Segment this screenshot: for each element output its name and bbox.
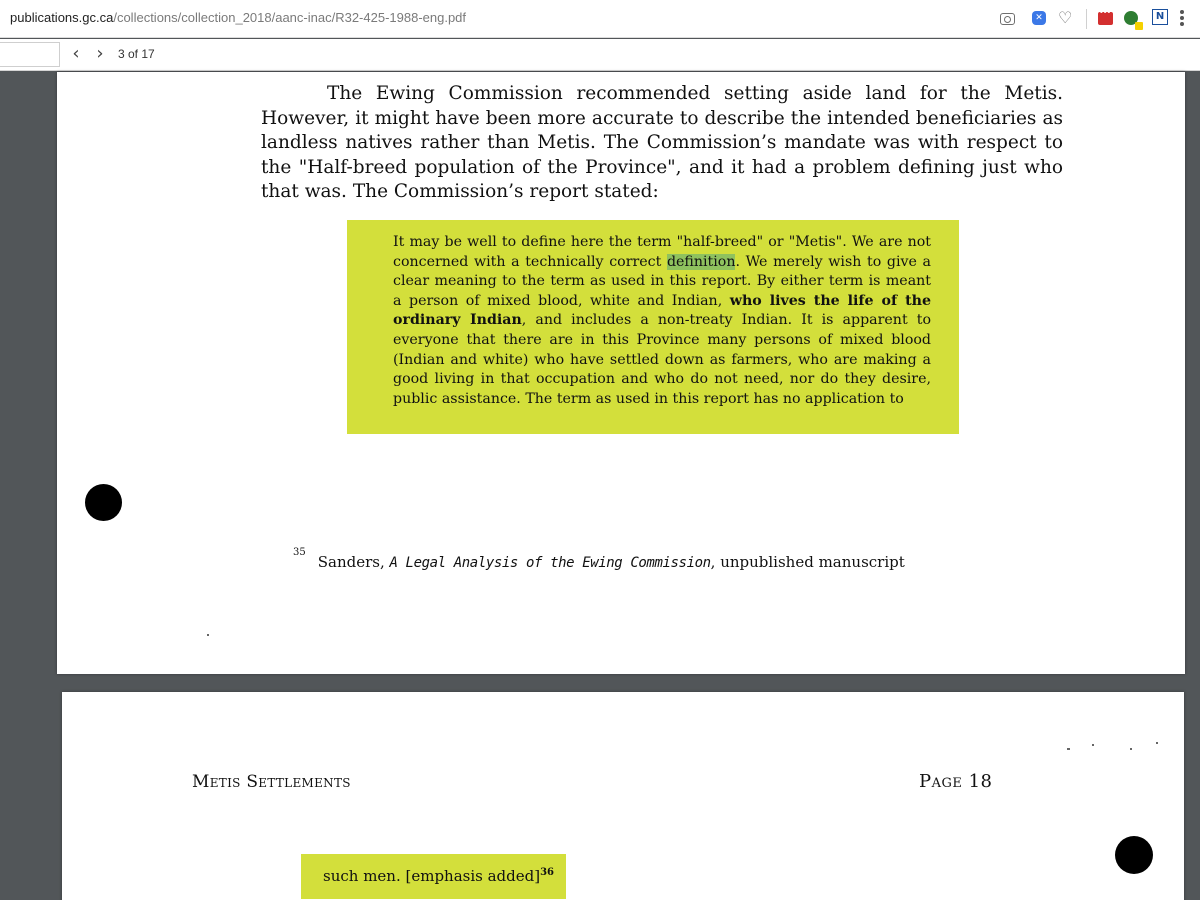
pdf-toolbar (0, 39, 1200, 71)
quote-continuation: such men. [emphasis added] (323, 867, 541, 885)
bold-emphasis: who lives the life of the ordinary Indian (393, 292, 931, 329)
footnote-suffix: , unpublished manuscript (710, 553, 905, 571)
pdf-page (62, 692, 1184, 900)
extension-icon[interactable] (1098, 12, 1113, 25)
footnote-number: 35 (293, 547, 306, 558)
quote-segment: . We merely wish to give a clear meaning to the term as used in this report. By either term is meant a person of mixed blood, white and Indian, (393, 253, 931, 309)
menu-icon[interactable] (1180, 10, 1184, 26)
footnote-title: A Legal Analysis of the Ewing Commission (389, 555, 711, 571)
address-bar-icons (980, 0, 1200, 38)
redaction-dot (1115, 836, 1153, 874)
next-page-icon[interactable]: › (96, 43, 104, 64)
previous-page-icon[interactable]: ‹ (72, 43, 80, 64)
highlighted-quote (347, 220, 959, 434)
running-header-page: Page 18 (919, 771, 993, 792)
quote-segment: , and includes a non-treaty Indian. It is apparent to everyone that there are in this Province many persons of mixed blood (Indian and white) who have settled down as farmers, who are making a good living in that occupation and who do not need, nor do they desire, public assistance. The term as used in this report has no application to (393, 312, 931, 407)
quote-text (323, 867, 554, 885)
footnote (293, 547, 905, 571)
footnote-author: Sanders, (317, 553, 390, 571)
address-bar[interactable] (0, 0, 1200, 38)
quote-segment: It may be well to define here the term "half-breed" or "Metis". We are not concerned with a technically correct (393, 234, 931, 270)
page-count: 3 of 17 (118, 47, 155, 61)
quote-text (393, 233, 931, 409)
redaction-dot (85, 484, 122, 521)
scan-speck (1130, 748, 1132, 750)
toolbar-divider (1086, 9, 1087, 29)
highlighted-word: definition (666, 253, 736, 270)
extension-icon[interactable] (1124, 11, 1138, 25)
scan-speck (1067, 748, 1070, 750)
url-text[interactable] (10, 10, 466, 25)
page-search-input[interactable] (0, 42, 60, 67)
heart-icon[interactable]: ♡ (1058, 8, 1073, 27)
camera-icon[interactable] (1000, 13, 1015, 25)
url-path: /collections/collection_2018/aanc-inac/R32-425-1988-eng.pdf (113, 10, 467, 25)
body-paragraph-text: The Ewing Commission recommended setting aside land for the Metis. However, it might have been more accurate to describe the intended beneficiaries as landless natives rather than Metis. The Commission’s mandate was with respect to the "Half-breed population of the Province", and it had a problem defining just who that was. The Commission’s report stated: (261, 83, 1063, 202)
footnote-number: 36 (540, 867, 555, 878)
running-header-title: Metis Settlements (192, 772, 351, 792)
scan-speck (1092, 744, 1094, 746)
notion-icon[interactable]: N (1152, 9, 1168, 25)
url-host: publications.gc.ca (10, 10, 114, 25)
highlighted-quote (301, 854, 566, 899)
scan-speck (207, 634, 209, 636)
pdf-page (57, 72, 1185, 674)
body-paragraph (261, 82, 1063, 205)
shield-icon[interactable]: ✕ (1032, 11, 1046, 25)
scan-speck (1156, 742, 1158, 744)
